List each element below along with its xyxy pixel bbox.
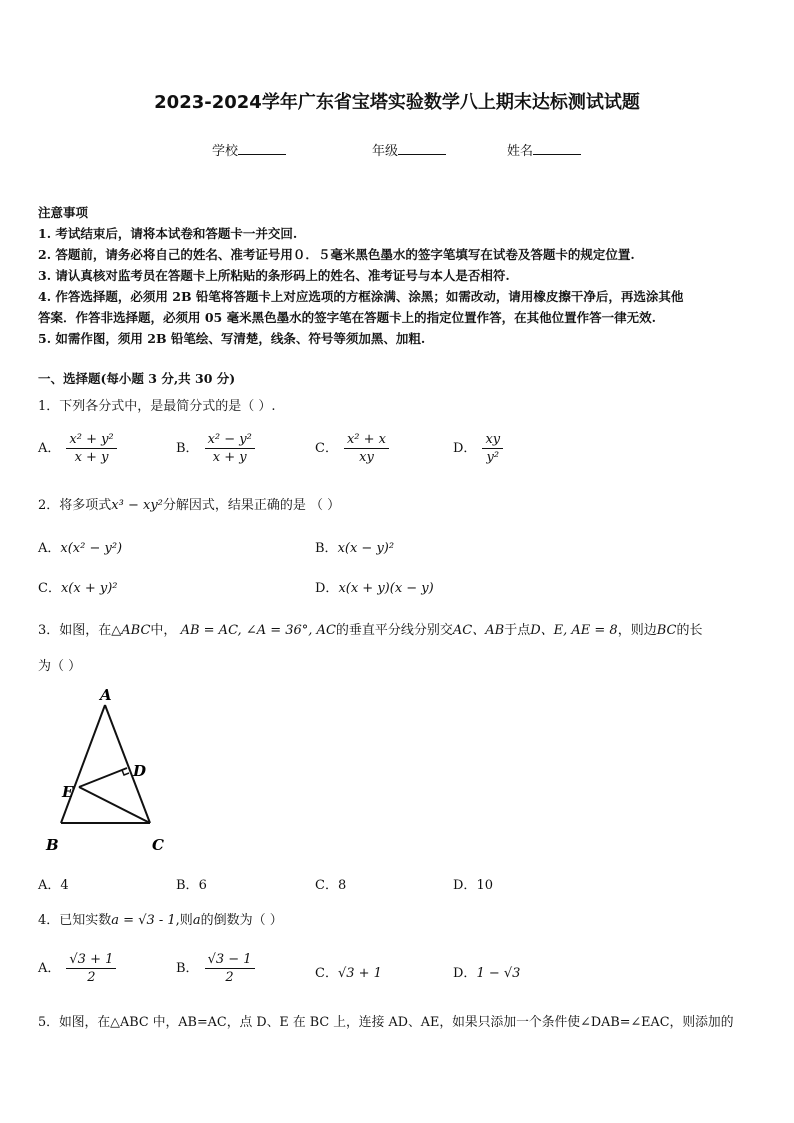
question-2-stem: 2．将多项式x³ − xy²分解因式，结果正确的是 （ ） (38, 498, 341, 513)
label-c: C (152, 836, 164, 854)
q3-option-a[interactable]: A．4 (38, 878, 69, 893)
note-item: 1. 考试结束后，请将本试卷和答题卡一并交回. (38, 226, 298, 241)
q4-option-a[interactable]: A． $\frac{√3 + 1}{2}$ (38, 952, 116, 985)
q2-option-c[interactable]: C．x(x + y)² (38, 581, 118, 596)
q1-option-d[interactable]: D． $\frac{xy}{\text{y²}}$ (453, 432, 503, 465)
note-item: 2. 答题前，请务必将自己的姓名、准考证号用０．５毫米黑色墨水的签字笔填写在试卷及答题卡的规定位置. (38, 247, 635, 262)
question-4-stem: 4．已知实数a = √3 - 1,则a的倒数为（ ） (38, 913, 283, 928)
page-title: 2023-2024学年广东省宝塔实验数学八上期末达标测试试题 (154, 92, 640, 113)
q2-option-b[interactable]: B．x(x − y)² (315, 541, 395, 556)
question-3-stem-cont: 为（ ） (38, 659, 82, 674)
fraction: $\frac{xy}{\text{y²}}$ (482, 432, 503, 465)
label-a: A (100, 686, 112, 704)
triangle-figure (38, 682, 178, 857)
q1-option-b[interactable]: B． $\frac{\text{x² − y²}}{x + y}$ (176, 432, 255, 465)
label-d: D (133, 762, 147, 780)
question-3-stem: 3．如图，在△ABC中， AB = AC, ∠A = 36°, AC的垂直平分线分别交AC、AB于点D、E, AE = 8，则边BC的长 (38, 623, 703, 638)
q3-option-d[interactable]: D．10 (453, 878, 493, 893)
notes-heading: 注意事项 (38, 205, 89, 220)
question-5-stem: 5．如图，在△ABC 中，AB=AC，点 D、E 在 BC 上，连接 AD、AE，如果只添加一个条件使∠DAB=∠EAC，则添加的 (38, 1015, 734, 1030)
question-1-stem: 1．下列各分式中，是最简分式的是（ ）. (38, 399, 276, 414)
note-item: 5. 如需作图，须用 2B 铅笔绘、写清楚，线条、符号等须加黑、加粗. (38, 331, 426, 346)
fraction: $\frac{√3 - 1}{2}$ (205, 952, 255, 985)
name-field: 姓名 (507, 140, 581, 159)
note-item: 3. 请认真核对监考员在答题卡上所粘贴的条形码上的姓名、准考证号与本人是否相符. (38, 268, 510, 283)
fraction: $\frac{\text{x² − y²}}{x + y}$ (205, 432, 255, 465)
q4-option-d[interactable]: D．1 − √3 (453, 966, 521, 981)
fraction: $\frac{√3 + 1}{2}$ (66, 952, 116, 985)
q3-option-c[interactable]: C．8 (315, 878, 347, 893)
q1-option-c[interactable]: C． $\frac{\text{x² + x}}{xy}$ (315, 432, 389, 465)
note-item: 答案．作答非选择题，必须用 05 毫米黑色墨水的签字笔在答题卡上的指定位置作答，在其他位置作答一律无效. (38, 310, 656, 325)
q2-option-a[interactable]: A．x(x² − y²) (38, 541, 123, 556)
q2-option-d[interactable]: D．x(x + y)(x − y) (315, 581, 434, 596)
section-heading: 一、选择题(每小题 3 分,共 30 分) (38, 371, 236, 386)
grade-field: 年级 (372, 140, 446, 159)
fraction: $\frac{\text{x² + x}}{xy}$ (344, 432, 389, 465)
segment-ed (79, 768, 127, 787)
fraction: $\frac{\text{x² + y²}}{x + y}$ (66, 432, 116, 465)
right-angle-mark (122, 770, 129, 775)
label-b: B (46, 836, 59, 854)
q4-option-c[interactable]: C．√3 + 1 (315, 966, 382, 981)
q1-option-a[interactable]: A． $\frac{\text{x² + y²}}{x + y}$ (38, 432, 117, 465)
q3-option-b[interactable]: B．6 (176, 878, 207, 893)
school-field: 学校 (212, 140, 286, 159)
side-ab (61, 705, 105, 823)
q4-option-b[interactable]: B． $\frac{√3 - 1}{2}$ (176, 952, 255, 985)
note-item: 4. 作答选择题，必须用 2B 铅笔将答题卡上对应选项的方框涂满、涂黑；如需改动，请用橡皮擦干净后，再选涂其他 (38, 289, 684, 304)
label-e: E (62, 783, 74, 801)
